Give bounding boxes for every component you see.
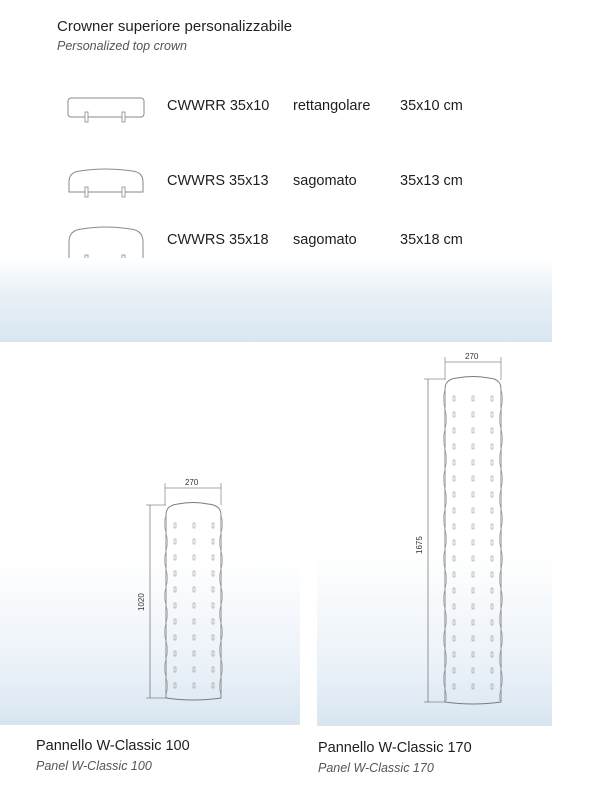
panel-slot	[491, 508, 493, 513]
panel-slot	[453, 652, 455, 657]
panel-slot	[212, 571, 214, 576]
panel-slot	[174, 619, 176, 624]
panel-slot	[453, 572, 455, 577]
panel-100-name: Pannello W-Classic 100	[36, 738, 190, 754]
panel-slot	[453, 476, 455, 481]
panel-slot	[453, 540, 455, 545]
panel-slot	[491, 412, 493, 417]
panel-slot	[453, 524, 455, 529]
panel-slot	[472, 572, 474, 577]
panel-slot	[491, 636, 493, 641]
panel-slot	[472, 476, 474, 481]
panel-slot	[491, 572, 493, 577]
panel-slot	[193, 651, 195, 656]
panel-slot	[174, 683, 176, 688]
panel-slot	[453, 396, 455, 401]
panel-slot	[193, 619, 195, 624]
panel-slot	[472, 620, 474, 625]
panel-170-name-en: Panel W-Classic 170	[318, 761, 434, 775]
crowner-size: 35x18 cm	[400, 232, 463, 248]
panel-slot	[453, 492, 455, 497]
panel-slot	[472, 652, 474, 657]
crowner-kind: sagomato	[293, 232, 357, 248]
page-subtitle: Personalized top crown	[57, 39, 187, 53]
panel-slot	[453, 508, 455, 513]
panel-slot	[212, 587, 214, 592]
panel-slot	[453, 428, 455, 433]
panel-slot	[472, 636, 474, 641]
panel-slot	[212, 635, 214, 640]
panel-slot	[193, 523, 195, 528]
panel-slot	[491, 556, 493, 561]
page-title: Crowner superiore personalizzabile	[57, 18, 293, 35]
panel-slot	[472, 684, 474, 689]
panel-slot	[212, 651, 214, 656]
panel-100-drawing	[0, 355, 300, 725]
panel-slot	[491, 588, 493, 593]
panel-slot	[174, 667, 176, 672]
panel-slot	[472, 444, 474, 449]
panel-slot	[193, 635, 195, 640]
panel-slot	[491, 476, 493, 481]
panel-slot	[174, 635, 176, 640]
panel-170-width-label: 270	[465, 352, 479, 361]
crowner-code: CWWRS 35x13	[167, 173, 269, 189]
panel-slot	[491, 604, 493, 609]
panel-slot	[491, 540, 493, 545]
panel-slot	[491, 396, 493, 401]
crowner-rectangular-icon	[66, 96, 148, 126]
panel-slot	[453, 620, 455, 625]
panel-slot	[472, 412, 474, 417]
crowner-size: 35x10 cm	[400, 98, 463, 114]
panel-slot	[193, 555, 195, 560]
crowner-row	[0, 96, 605, 132]
panel-slot	[453, 412, 455, 417]
crowner-row	[0, 166, 605, 202]
panel-slot	[193, 571, 195, 576]
crowner-shaped-icon	[66, 166, 148, 202]
panel-slot	[472, 556, 474, 561]
panel-slot	[453, 460, 455, 465]
panel-100-name-en: Panel W-Classic 100	[36, 759, 152, 773]
panel-slot	[453, 604, 455, 609]
panel-slot	[472, 396, 474, 401]
panel-slot	[212, 683, 214, 688]
panel-170-drawing	[317, 342, 552, 726]
panel-slot	[472, 604, 474, 609]
panel-slot	[174, 651, 176, 656]
panel-slot	[472, 588, 474, 593]
panel-slot	[193, 603, 195, 608]
crowner-kind: sagomato	[293, 173, 357, 189]
crowner-code: CWWRR 35x10	[167, 98, 270, 114]
panel-100-height-label: 1020	[137, 593, 146, 611]
panel-slot	[453, 444, 455, 449]
panel-slot	[174, 571, 176, 576]
panel-170-slots	[453, 396, 493, 689]
panel-slot	[174, 523, 176, 528]
panel-slot	[472, 668, 474, 673]
crowner-code: CWWRS 35x18	[167, 232, 269, 248]
panel-170-name: Pannello W-Classic 170	[318, 740, 472, 756]
panel-slot	[453, 668, 455, 673]
panel-slot	[472, 428, 474, 433]
panel-slot	[491, 492, 493, 497]
panel-slot	[453, 684, 455, 689]
panel-slot	[212, 523, 214, 528]
panel-slot	[491, 684, 493, 689]
panel-170-height-label: 1675	[415, 536, 424, 554]
panel-slot	[472, 540, 474, 545]
panel-100-slots	[174, 523, 214, 688]
panel-slot	[491, 652, 493, 657]
panel-slot	[212, 539, 214, 544]
panel-slot	[174, 587, 176, 592]
crowner-kind: rettangolare	[293, 98, 371, 114]
panel-slot	[472, 524, 474, 529]
panel-slot	[193, 683, 195, 688]
panel-slot	[193, 539, 195, 544]
panel-slot	[491, 444, 493, 449]
panel-slot	[193, 587, 195, 592]
panel-slot	[453, 588, 455, 593]
crowner-size: 35x13 cm	[400, 173, 463, 189]
panel-slot	[472, 508, 474, 513]
panel-100-figure	[0, 355, 300, 725]
panel-slot	[174, 603, 176, 608]
panel-slot	[491, 524, 493, 529]
panel-slot	[491, 460, 493, 465]
decorative-band	[0, 258, 552, 342]
panel-slot	[491, 668, 493, 673]
panel-slot	[212, 667, 214, 672]
panel-slot	[174, 555, 176, 560]
panel-slot	[174, 539, 176, 544]
panel-slot	[212, 603, 214, 608]
panel-slot	[212, 555, 214, 560]
panel-slot	[491, 428, 493, 433]
panel-170-figure	[317, 342, 552, 726]
panel-100-width-label: 270	[185, 478, 199, 487]
panel-slot	[491, 620, 493, 625]
panel-slot	[453, 556, 455, 561]
panel-slot	[472, 460, 474, 465]
panel-slot	[453, 636, 455, 641]
panel-slot	[193, 667, 195, 672]
panel-slot	[472, 492, 474, 497]
panel-slot	[212, 619, 214, 624]
